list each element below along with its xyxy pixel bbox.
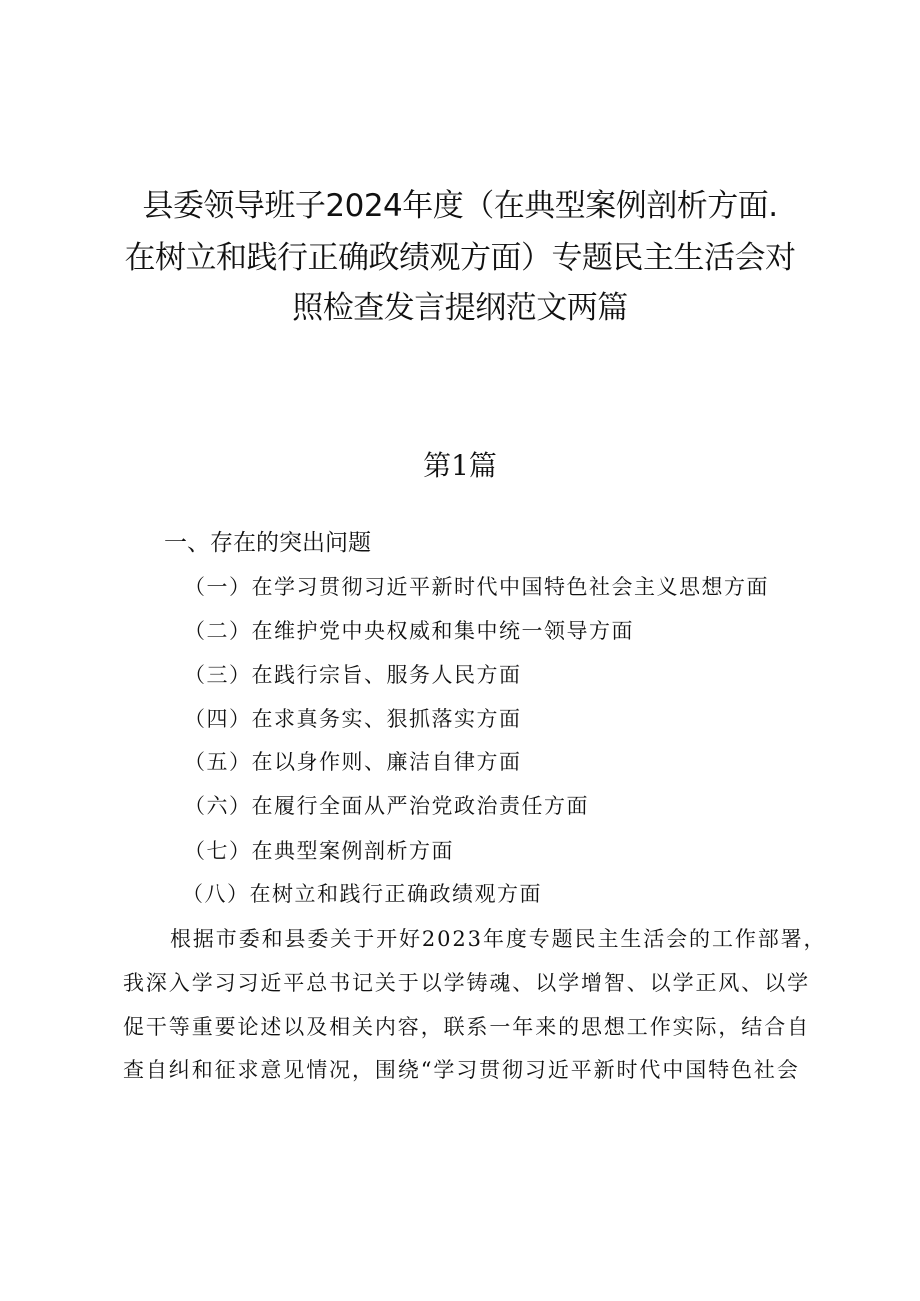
section-heading: 一、存在的突出问题 — [164, 530, 371, 556]
paragraph-line: 促干等重要论述以及相关内容，联系一年来的思想工作实际，结合自 — [123, 1015, 810, 1039]
list-item: （四）在求真务实、狠抓落实方面 — [184, 707, 522, 731]
paragraph-line: 查自纠和征求意见情况，围绕“学习贯彻习近平新时代中国特色社会 — [123, 1058, 800, 1082]
paragraph-line: 根据市委和县委关于开好2023年度专题民主生活会的工作部署， — [170, 927, 827, 951]
document-title-line-3: 照检查发言提纲范文两篇 — [292, 290, 628, 326]
list-item: （一）在学习贯彻习近平新时代中国特色社会主义思想方面 — [184, 575, 769, 599]
document-title-line-1: 县委领导班子2024年度（在典型案例剖析方面. — [142, 188, 778, 224]
list-item: （七）在典型案例剖析方面 — [184, 839, 454, 863]
document-title-line-2: 在树立和践行正确政绩观方面）专题民主生活会对 — [124, 240, 796, 276]
section-title: 第1篇 — [423, 449, 497, 482]
list-item: （八）在树立和践行正确政绩观方面 — [182, 882, 542, 906]
paragraph-line: 我深入学习习近平总书记关于以学铸魂、以学增智、以学正风、以学 — [123, 971, 810, 995]
list-item: （五）在以身作则、廉洁自律方面 — [184, 750, 522, 774]
list-item: （六）在履行全面从严治党政治责任方面 — [184, 794, 589, 818]
list-item: （二）在维护党中央权威和集中统一领导方面 — [184, 619, 634, 643]
list-item: （三）在践行宗旨、服务人民方面 — [184, 663, 522, 687]
